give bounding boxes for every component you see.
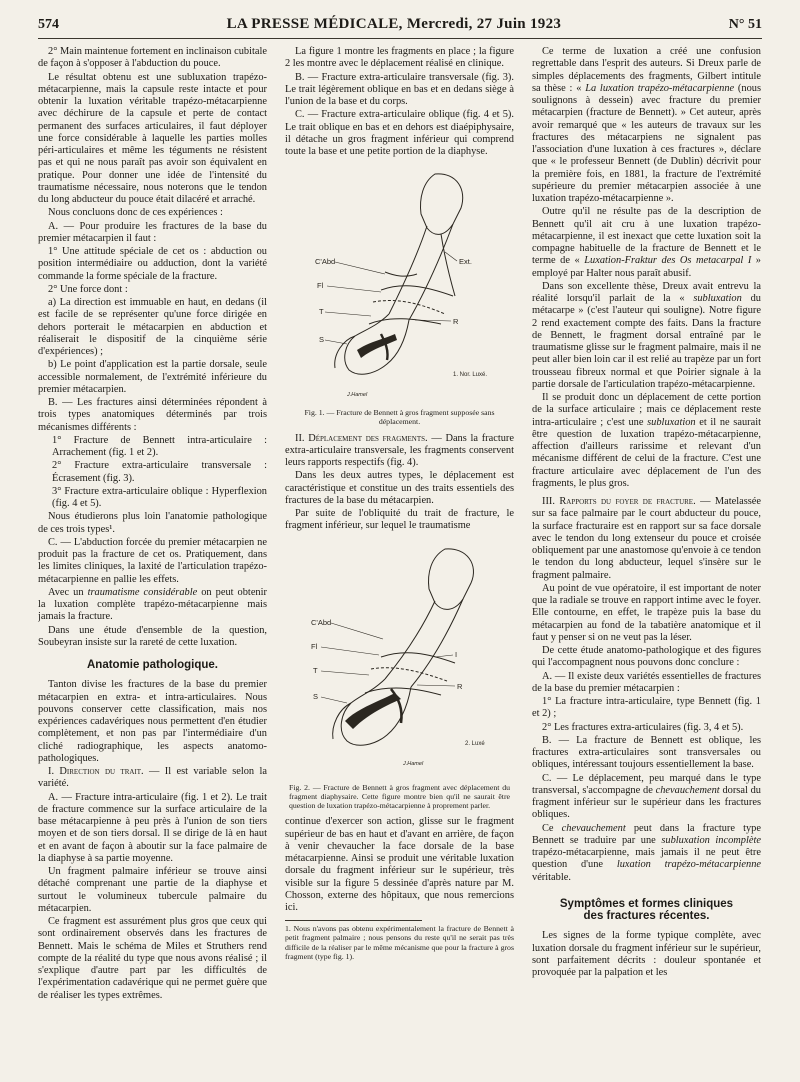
heading-line: Symptômes et formes cliniques xyxy=(559,897,734,910)
figure-number-label: 2. Luxé xyxy=(465,740,485,747)
paragraph: A. — Fracture intra-articulaire (fig. 1 et 2). Le trait de fracture commence sur la surface articulaire de la base métacarpienne à peu près à l'union de son tiers moyen et de son tiers dorsal. Il se dirige de là en haut et en avant de façon à aboutir sur la face palmaire de la diaphyse à sa partie moyenne. xyxy=(38,791,267,864)
text-run: véritable. xyxy=(532,871,571,883)
column-3 xyxy=(532,46,761,1076)
paragraph: 2° Une force dont : xyxy=(48,283,128,295)
paragraph: C. — Fracture extra-articulaire oblique (fig. 4 et 5). Le trait oblique en bas et en dehors est diaépiphysaire, il détache un gros fragment inférieur qui comprend toute la base et une petite portion de la diaphyse. xyxy=(285,109,514,157)
paragraph: Au point de vue opératoire, il est important de noter que la radiale se trouve en rapport intime avec le foyer. Elle contourne, en effet, le trapèze puis la base du métacarpien au fond de la tabatière anatomique et il faut y penser si on ne veut pas la léser. xyxy=(532,582,761,643)
text-run: peut dans la fracture type Bennett se traduire par une xyxy=(532,822,761,846)
paragraph: Nous étudierons plus loin l'anatomie pathologique de ces trois types¹. xyxy=(38,511,267,535)
italic-text: traumatisme considérable xyxy=(87,586,198,598)
artist-signature: J.Hamel xyxy=(403,760,424,767)
text-run: du métacarpe » (c'est l'auteur qui souligne). Notre figure 2 rend exactement compte des faits. Dans la fracture de Bennett, le fragment dorsal entraîné par le traumatisme glisse sur le fragment palmaire, mais il ne peut aller bien loin car il est relié au trapèze par un fort trousseau fibreux normal et que Poirier signale à la partie dorsale de l'articulation trapézo-métacarpienne. xyxy=(532,293,761,390)
italic-text: subluxation incomplète xyxy=(661,834,761,846)
italic-text: chevauchement xyxy=(561,822,626,834)
paragraph xyxy=(532,496,761,582)
label-ext: Ext. xyxy=(459,257,472,267)
text-run: (nous soulignons à dessein) avec fracture du premier métacarpien (fracture de Bennett). » Cet auteur, après avoir remarqué que « les auteurs de travaux sur les fractures des métacarpiens ne signalent pas l'association d'une luxation à ces fractures », déclare que « le professeur Bennett (de Dublin) décrivit pour la première fois, en 1881, la fracture de l'extrémité supérieure du premier métacarpien associée à une luxation trapézo-métacarpienne ». xyxy=(532,82,761,204)
small-caps-text: III. Rapports du foyer de fracture. xyxy=(542,496,696,507)
label-i: I xyxy=(455,649,458,659)
text-run: Outre qu'il ne résulte pas de la description de Bennett qu'il ait cru à une luxation trapézo-métacarpienne, il est inexact que cette luxation soit la compagne habituelle de la fracture de Bennett et le terme de « xyxy=(532,206,761,267)
text-run: Ce terme de luxation a créé une confusion regrettable dans l'esprit des auteurs. Si Dreux parle de simples déplacements des fragments, Gilbert intitule sa thèse : « xyxy=(532,46,761,94)
text-run: » employé par Halter nous paraît abusif. xyxy=(532,255,761,279)
text-run: — Matelassée sur sa face palmaire par le court abducteur du pouce, la surface fracturaire est en rapport sur sa face dorsale avec le tendon du long extenseur du pouce et croisée obliquement par une anastomose qu'envoie à ce tendon le tendon du long abducteur, lequel s'insère sur le fragment palmaire. xyxy=(532,496,761,581)
paragraph: Tanton divise les fractures de la base du premier métacarpien en extra- et intra-articulaires. Nous pouvons conserver cette classification, mais nos expériences cadavériques nous permettent d'en étudier complètement, et non pas par l'intermédiaire d'un cliché radiographique, les aspects anatomo-pathologiques. xyxy=(38,679,267,764)
label-r: R xyxy=(453,317,459,327)
paragraph: Un fragment palmaire inférieur se trouve ainsi détaché comprenant une partie de la diaphyse et surtout le volumineux tubercule palmaire du métacarpien. xyxy=(38,866,267,914)
journal-title xyxy=(227,16,562,33)
paragraph: Nous concluons donc de ces expériences : xyxy=(48,207,223,219)
label-c-abd: C'Abd xyxy=(315,257,336,267)
text-run: dorsal du fragment inférieur sur le supérieur dans les fractures obliques. xyxy=(532,784,761,821)
paragraph: De cette étude anatomo-pathologique et des figures qui l'accompagnent nous pouvons donc conclure : xyxy=(532,645,761,669)
paragraph xyxy=(532,823,761,884)
italic-text: Luxation-Fraktur des Os metacarpal I xyxy=(584,255,752,267)
text-run: C. — Le déplacement, peu marqué dans le type transversal, s'accompagne de xyxy=(532,772,761,796)
label-r: R xyxy=(457,681,463,691)
paragraph: Dans les deux autres types, le déplacement est caractéristique et constitue un des traits essentiels des fractures de la base du métacarpien. xyxy=(285,470,514,506)
heading-line: des fractures récentes. xyxy=(583,910,710,922)
paragraph: 2° Main maintenue fortement en inclinaison cubitale de façon à s'opposer à l'abduction du pouce. xyxy=(38,46,267,70)
text-run: Ce xyxy=(542,822,562,834)
figure-2 xyxy=(285,539,514,811)
artist-signature: J.Hamel xyxy=(347,392,368,399)
paragraph xyxy=(532,281,761,391)
paragraph: Dans une étude d'ensemble de la question, Soubeyran insiste sur la rareté de cette luxation. xyxy=(38,624,267,648)
list-item: 2° Fracture extra-articulaire transversale : Écrasement (fig. 3). xyxy=(52,460,267,484)
paragraph: La figure 1 montre les fragments en place ; la figure 2 les montre avec le déplacement réalisé en clinique. xyxy=(285,46,514,70)
column-1 xyxy=(38,46,267,1076)
paragraph: Les signes de la forme typique complète, avec luxation dorsale du fragment inférieur sur le supérieur, sont parfaitement décrits : douleur spontanée et provoquée par la palpation et les xyxy=(532,930,761,978)
text-run: — Il est variable selon la variété. xyxy=(38,766,267,790)
figure-1-caption: Fig. 1. — Fracture de Bennett à gros fragment supposée sans déplacement. xyxy=(304,408,495,427)
figure-2-caption: Fig. 2. — Fracture de Bennett à gros fragment avec déplacement du fragment diaphysaire. Cette figure montre bien qu'il ne saurait être question de luxation trapézo-métacarpienne à proprement parler. xyxy=(289,782,510,811)
text-run: Avec un xyxy=(48,586,88,598)
italic-text: subluxation xyxy=(693,293,742,304)
figure-1-drawing xyxy=(285,164,514,404)
paragraph: Le résultat obtenu est une subluxation trapézo-métacarpienne, mais la capsule reste intacte et pour obtenir la luxation véritable trapézo-métacarpienne avec déchirure de la capsule et perte de contact permanent des surfaces articulaires, il faut déployer une force considérable à laquelle les parties molles péri-articulaires et même les téguments ne résistent pas et qui ne nous paraît pas avoir son équivalent en pratique. Pour donner une idée de l'intensité du traumatisme nécessaire, nous noterons que le tendon du long abducteur du pouce était dilacéré et arraché. xyxy=(38,71,267,205)
list-item: 1° Fracture de Bennett intra-articulaire : Arrachement (fig. 1 et 2). xyxy=(52,434,267,458)
paragraph: C. — L'abduction forcée du premier métacarpien ne produit pas la fracture de cet os. Pratiquement, dans les limites cliniques, la laxité de l'articulation trapézo-métacarpienne en pallie les effets. xyxy=(38,536,267,585)
label-fl: Fl xyxy=(311,641,318,651)
text-run: — Dans la fracture extra-articulaire transversale, les fragments conservent leurs rapports respectifs (fig. 4). xyxy=(285,432,514,469)
text-run: Il se produit donc un déplacement de cette portion de la surface articulaire ; mais ce déplacement reste intra-articulaire ; c'est une xyxy=(532,392,761,428)
italic-text: La luxation trapézo-métacarpienne xyxy=(585,82,735,94)
paragraph: 1° Une attitude spéciale de cet os : abduction ou position intermédiaire ou adduction, dont la variété commande la forme spéciale de la fracture. xyxy=(38,246,267,282)
list-item: 3° Fracture extra-articulaire oblique : Hyperflexion (fig. 4 et 5). xyxy=(52,485,267,509)
text-run: trapézo-métacarpienne, mais jamais il ne peut être question d'une xyxy=(532,847,761,871)
label-t: T xyxy=(319,307,324,317)
paragraph xyxy=(532,773,761,822)
paragraph: B. — Les fractures ainsi déterminées répondent à trois types anatomiques déterminés par trois mécanismes différents : xyxy=(38,397,267,433)
section-heading: Anatomie pathologique. xyxy=(87,659,218,671)
label-c-abd: C'Abd xyxy=(311,617,332,627)
paragraph: 1° La fracture intra-articulaire, type Bennett (fig. 1 et 2) ; xyxy=(532,696,761,720)
article-columns xyxy=(38,46,762,1076)
paragraph: continue d'exercer son action, glisse sur le fragment supérieur de bas en haut et d'avant en arrière, de façon à venir chevaucher la face dorsale de la base métacarpienne. Ainsi se produit une véritable luxation dorsale du fragment inférieur sur le supérieur, très visible sur la figure 5 dessinée d'après nature par M. Chosson, externe des hôpitaux, que nous remercions ici. xyxy=(285,816,514,914)
paragraph: 2° Les fractures extra-articulaires (fig. 3, 4 et 5). xyxy=(542,721,744,733)
italic-text: luxation trapézo-métacarpienne xyxy=(616,859,761,871)
figure-1 xyxy=(285,164,514,426)
paragraph xyxy=(532,46,761,205)
paragraph: a) La direction est immuable en haut, en dedans (il est facile de se représenter qu'une force dirigée en dehors porterait le métacarpien en abduction et réaliserait le dispositif de la cinquième série d'expériences) ; xyxy=(38,297,267,357)
column-2 xyxy=(285,46,514,1076)
paragraph: A. — Il existe deux variétés essentielles de fractures de la base du premier métacarpien : xyxy=(532,670,761,694)
paragraph: Ce fragment est assurément plus gros que ceux qui sont ordinairement observés dans les fractures de Bennett. Mais le schéma de Miles et Struthers rend compte de la réalité du type que nous avons réalisé ; il s'explique d'autre part par les difficultés de l'expérimentation cadavérique qui ne permet guère que de réaliser les types extrêmes. xyxy=(38,916,267,1001)
paragraph xyxy=(532,392,761,490)
page-number: 574 xyxy=(38,17,59,32)
paragraph xyxy=(38,587,267,624)
italic-text: chevauchement xyxy=(655,784,720,796)
issue-date: Mercredi, 27 Juin 1923 xyxy=(406,16,562,32)
paragraph xyxy=(285,433,514,470)
figure-number-label: 1. Nor. Luxé. xyxy=(453,372,488,379)
section-heading xyxy=(532,898,761,923)
issue-number: N° 51 xyxy=(728,17,762,32)
journal-name: LA PRESSE MÉDICALE, xyxy=(226,16,403,32)
text-run: et il ne saurait être question de luxation trapézo-métacarpienne, affection d'ailleurs rarissime et relevant d'un mécanisme différent de celui de la fracture. C'est une fracture articulaire avec déplacement de l'un des fragments, le plus gros. xyxy=(532,416,761,489)
label-t: T xyxy=(313,665,318,675)
paragraph xyxy=(532,206,761,280)
paragraph: Par suite de l'obliquité du trait de fracture, le fragment inférieur, sur lequel le traumatisme xyxy=(285,508,514,532)
small-caps-text: I. Direction du trait. xyxy=(48,766,144,777)
page-header xyxy=(38,16,762,39)
paragraph xyxy=(38,766,267,791)
italic-text: subluxation xyxy=(647,416,696,428)
label-s: S xyxy=(313,691,319,701)
paragraph: B. — La fracture de Bennett est oblique, les fractures extra-articulaires sont transversales ou obliques, intéressant toujours essentiellement la base. xyxy=(532,734,761,771)
paragraph: b) Le point d'application est la partie dorsale, seule accessible normalement, de l'extrémité inférieure du premier métacarpien. xyxy=(38,359,267,395)
figure-2-drawing xyxy=(285,539,514,779)
text-run: Dans son excellente thèse, Dreux avait entrevu la réalité lorsqu'il parlait de la « xyxy=(532,280,761,304)
paragraph: A. — Pour produire les fractures de la base du premier métacarpien il faut : xyxy=(38,220,267,244)
footnote: 1. Nous n'avons pas obtenu expérimentalement la fracture de Bennett à petit fragment palmaire ; nous pensons du reste qu'il ne serait pas très difficile de la réaliser par le même mécanisme que pour la fracture à gros fragment (type fig. 1). xyxy=(285,924,514,961)
label-s: S xyxy=(319,335,325,345)
small-caps-text: II. Déplacement des fragments. xyxy=(295,432,428,444)
text-run: on peut obtenir la luxation complète trapézo-métacarpienne mais jamais la fracture. xyxy=(38,586,267,623)
label-fl: Fl xyxy=(317,281,324,291)
paragraph: B. — Fracture extra-articulaire transversale (fig. 3). Le trait légèrement oblique en bas et en dedans siège à l'union de la base et du corps. xyxy=(285,71,514,107)
